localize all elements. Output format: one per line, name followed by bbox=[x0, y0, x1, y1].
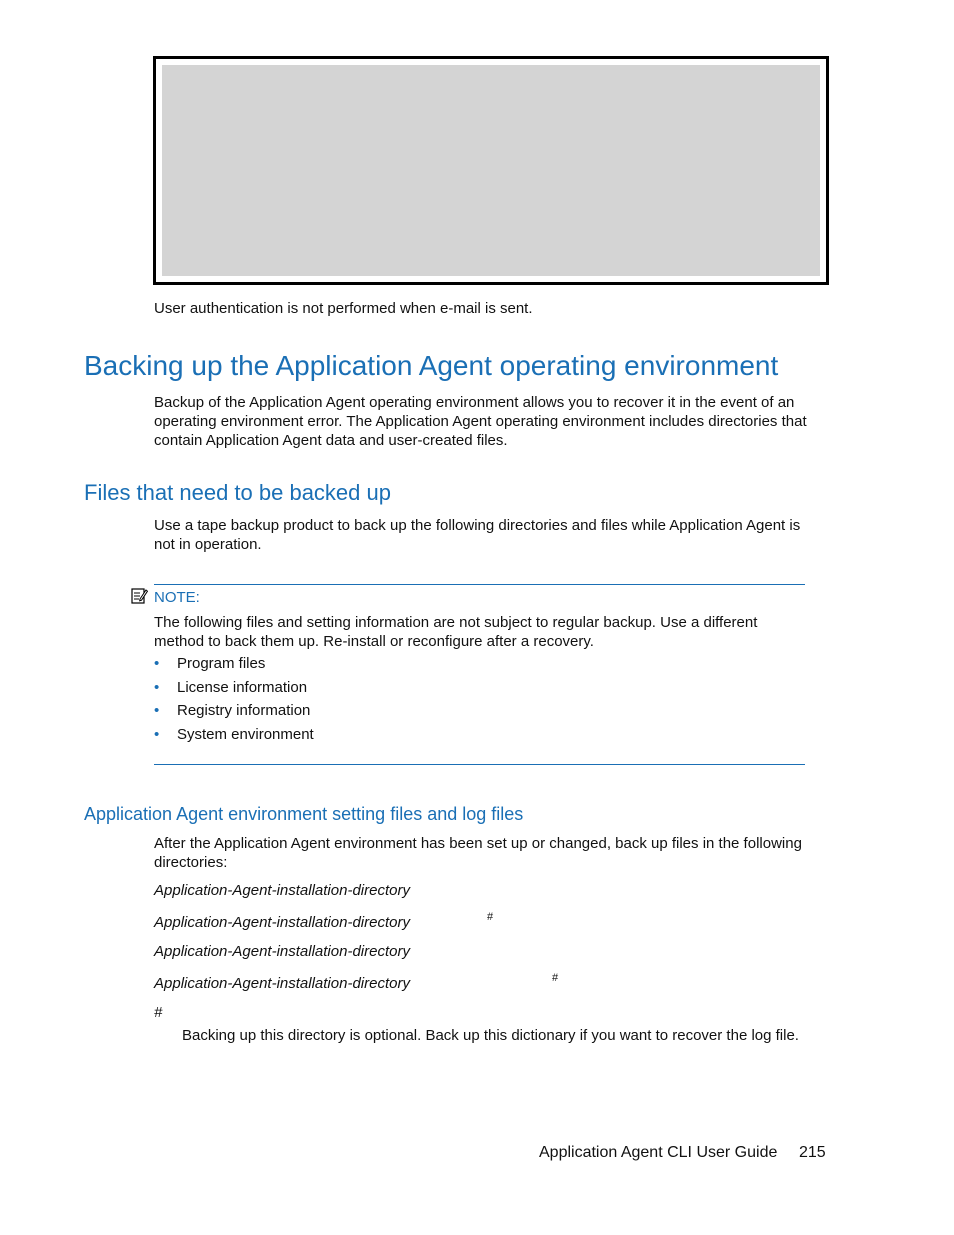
list-item: • License information bbox=[154, 678, 308, 696]
subsection-paragraph: Use a tape backup product to back up the following directories and files while Application Agent is not in operation. bbox=[154, 517, 801, 553]
subsection-heading: Files that need to be backed up bbox=[84, 480, 391, 505]
bullet-icon: • bbox=[154, 678, 160, 696]
list-item: • Program files bbox=[154, 655, 266, 672]
blank-figure-area bbox=[162, 65, 820, 276]
directory-path: Application-Agent-installation-directory bbox=[154, 914, 410, 931]
section-heading: Backing up the Application Agent operating environment bbox=[84, 350, 779, 381]
directory-path: Application-Agent-installation-directory bbox=[154, 882, 410, 899]
list-item: • System environment bbox=[154, 725, 314, 743]
footer-page-number: 215 bbox=[799, 1144, 826, 1161]
subsubsection-paragraph: After the Application Agent environment has been set up or changed, back up files in the following directories: bbox=[154, 835, 802, 871]
note-label: NOTE: bbox=[154, 589, 200, 606]
note-text: The following files and setting information are not subject to regular backup. Use a different method to back them up. Re-install or reconfigure after a recovery. bbox=[154, 614, 758, 650]
directory-path: Application-Agent-installation-directory bbox=[154, 943, 410, 960]
note-top-rule bbox=[154, 584, 805, 585]
optional-mark: # bbox=[487, 911, 494, 923]
footnote-mark: # bbox=[154, 1004, 163, 1021]
blank-figure-frame bbox=[153, 56, 829, 285]
note-bullet-list bbox=[154, 654, 314, 748]
subsubsection-heading: Application Agent environment setting files and log files bbox=[84, 804, 524, 824]
list-item: • Registry information bbox=[154, 702, 311, 719]
footer-guide-title: Application Agent CLI User Guide bbox=[539, 1144, 778, 1161]
optional-mark: # bbox=[552, 972, 559, 984]
bullet-icon: • bbox=[154, 725, 160, 743]
directory-path: Application-Agent-installation-directory bbox=[154, 975, 410, 992]
section-paragraph: Backup of the Application Agent operating environment allows you to recover it in the event of an operating environment error. The Application Agent operating environment includes directories that contain Application Agent data and user-created files. bbox=[154, 394, 807, 449]
intro-line: User authentication is not performed when e-mail is sent. bbox=[154, 300, 533, 317]
bullet-icon: • bbox=[154, 702, 160, 719]
note-pencil-icon bbox=[131, 587, 148, 604]
note-bottom-rule bbox=[154, 764, 805, 765]
footnote-text: Backing up this directory is optional. Back up this dictionary if you want to recover the log file. bbox=[182, 1027, 799, 1044]
bullet-icon: • bbox=[154, 655, 160, 672]
